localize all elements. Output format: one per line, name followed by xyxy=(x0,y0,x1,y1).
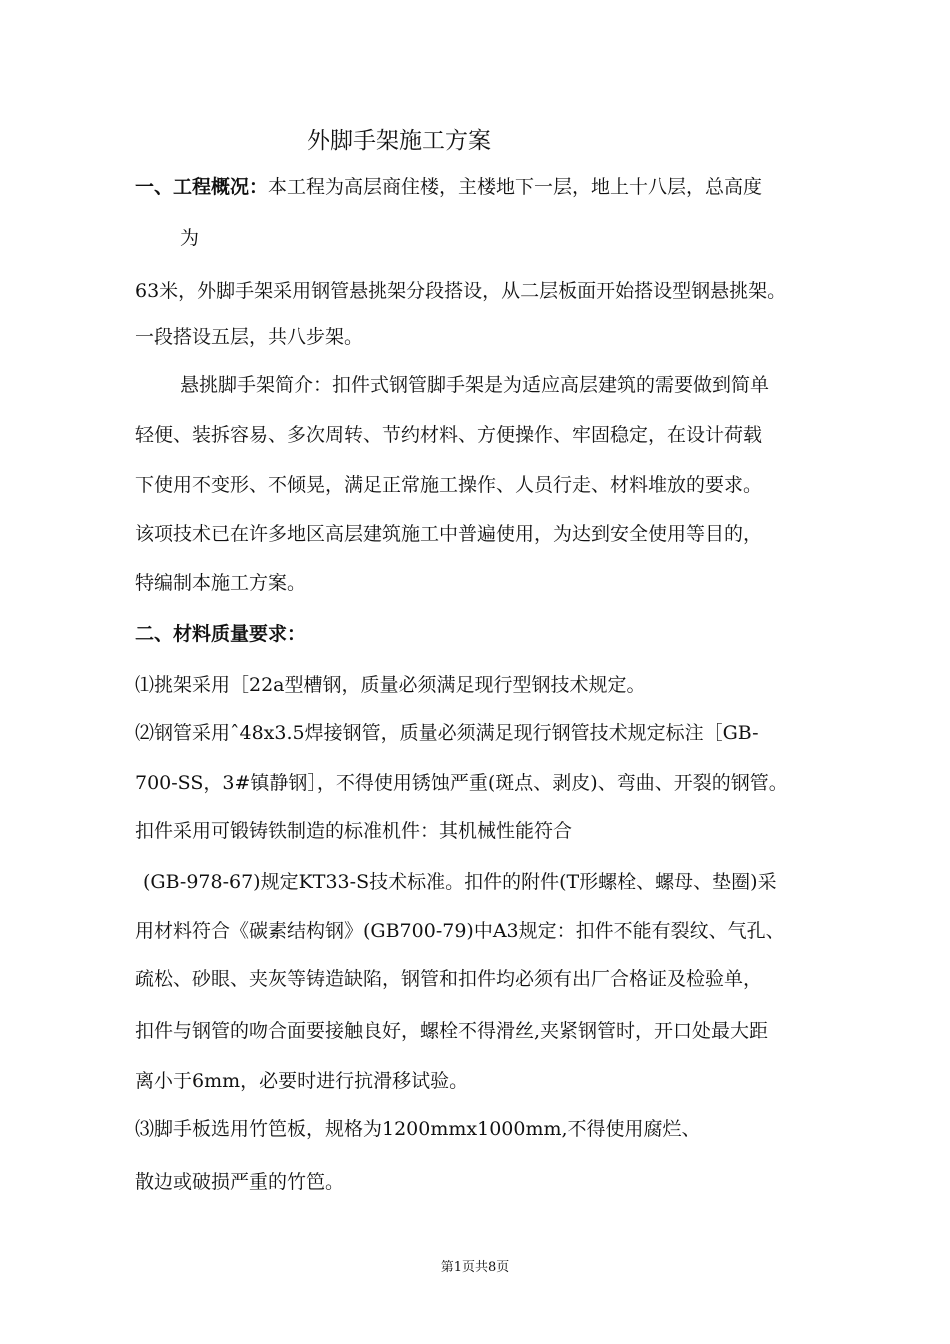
paragraph-line-5: 特编制本施工方案。 xyxy=(135,572,307,594)
paragraph-line-2: 轻便、装拆容易、多次周转、节约材料、方便操作、牢固稳定，在设计荷载 xyxy=(135,424,763,446)
item-2-line-4: (GB-978-67)规定KT33-S技术标准。扣件的附件(T形螺栓、螺母、垫圈)采 xyxy=(143,871,777,893)
item-3-line-2: 散边或破损严重的竹笆。 xyxy=(135,1171,345,1193)
section-2-heading: 二、材料质量要求： xyxy=(135,623,307,645)
item-2-line-6: 疏松、砂眼、夹灰等铸造缺陷，钢管和扣件均必须有出厂合格证及检验单， xyxy=(135,968,763,990)
item-2-line-2: 700-SS，3#镇静钢］，不得使用锈蚀严重(斑点、剥皮)、弯曲、开裂的钢管。 xyxy=(135,772,788,794)
item-1: ⑴挑架采用［22a型槽钢，质量必须满足现行型钢技术规定。 xyxy=(135,674,646,696)
section-1-line-4: 一段搭设五层，共八步架。 xyxy=(135,326,364,348)
item-2-line-5: 用材料符合《碳素结构钢》(GB700-79)中A3规定：扣件不能有裂纹、气孔、 xyxy=(135,920,785,942)
item-2-line-8: 离小于6mm，必要时进行抗滑移试验。 xyxy=(135,1070,469,1092)
section-1-line-1 xyxy=(135,174,762,200)
section-1-line-3: 63米，外脚手架采用钢管悬挑架分段搭设，从二层板面开始搭设型钢悬挑架。 xyxy=(135,280,787,302)
item-2-line-3: 扣件采用可锻铸铁制造的标准机件：其机械性能符合 xyxy=(135,820,573,842)
section-1-line-2: 为 xyxy=(180,227,200,249)
item-3-line-1: ⑶脚手板选用竹笆板，规格为1200mmx1000mm,不得使用腐烂、 xyxy=(135,1118,701,1140)
section-1-heading: 一、工程概况： xyxy=(135,176,269,198)
paragraph-line-1: 悬挑脚手架简介：扣件式钢管脚手架是为适应高层建筑的需要做到简单 xyxy=(180,374,770,396)
section-1-text: 本工程为高层商住楼，主楼地下一层，地上十八层，总高度 xyxy=(268,176,763,198)
document-title: 外脚手架施工方案 xyxy=(307,128,491,154)
item-2-line-1: ⑵钢管采用ˆ48x3.5焊接钢管，质量必须满足现行钢管技术规定标注［GB- xyxy=(135,722,759,744)
paragraph-line-3: 下使用不变形、不倾晃，满足正常施工操作、人员行走、材料堆放的要求。 xyxy=(135,474,763,496)
page-number-footer: 第1页共8页 xyxy=(440,1260,510,1275)
item-2-line-7: 扣件与钢管的吻合面要接触良好，螺栓不得滑丝,夹紧钢管时，开口处最大距 xyxy=(135,1020,769,1042)
paragraph-line-4: 该项技术已在许多地区高层建筑施工中普遍使用，为达到安全使用等目的， xyxy=(135,523,763,545)
